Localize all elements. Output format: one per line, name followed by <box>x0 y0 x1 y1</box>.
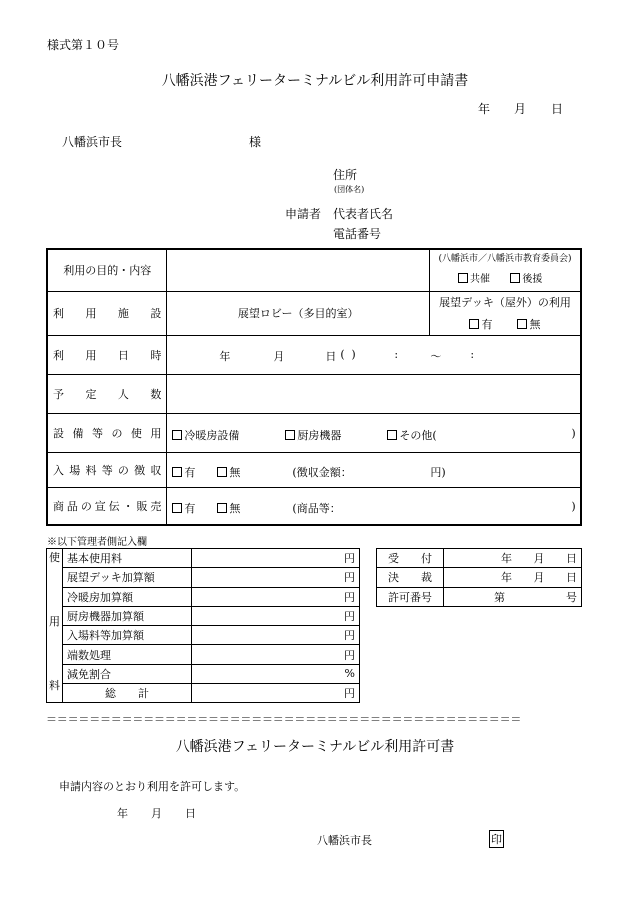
received-month: 月 <box>533 552 545 566</box>
decision-date[interactable] <box>444 568 582 587</box>
fee-row-label: 端数処理 <box>63 645 192 664</box>
dt-colon-2: : <box>470 347 475 361</box>
fee-row-label: 冷暖房加算額 <box>63 587 192 606</box>
dt-tilde: ～ <box>430 349 442 363</box>
date-year[interactable]: 年 <box>478 102 491 116</box>
dt-colon-1: : <box>394 347 399 361</box>
deck-yes-label: 有 <box>481 318 493 331</box>
admission-label: 入場料等の徴収 <box>47 452 167 487</box>
deck-yes-checkbox[interactable] <box>469 319 479 329</box>
decision-month: 月 <box>533 571 545 585</box>
fee-row-label: 減免割合 <box>63 664 192 683</box>
decision-label: 決 裁 <box>377 568 444 587</box>
dt-year: 年 <box>219 349 231 363</box>
admission-yen: 円) <box>430 465 446 479</box>
fee-row-value[interactable]: 円 <box>192 568 360 587</box>
sales-close: ) <box>571 499 576 513</box>
fee-row-label: 展望デッキ加算額 <box>63 568 192 587</box>
phone-label: 電話番号 <box>333 227 382 241</box>
fee-row-label: 基本使用料 <box>63 549 192 568</box>
datetime-label: 利用日時 <box>47 335 167 374</box>
admission-yes-checkbox[interactable] <box>172 467 182 477</box>
addressee-honorific: 様 <box>249 135 262 149</box>
fee-total-value[interactable]: 円 <box>192 684 360 703</box>
permit-month[interactable]: 月 <box>151 807 162 820</box>
admission-no-label: 無 <box>229 465 241 479</box>
deck-no-label: 無 <box>529 318 541 331</box>
fee-side-2: 用 <box>49 615 60 628</box>
form-number: 様式第１０号 <box>47 38 120 52</box>
fee-total-label: 総 計 <box>63 684 192 703</box>
permit-no-go: 号 <box>566 590 577 604</box>
sales-label: 商品の宣伝・販売 <box>47 487 167 525</box>
other-checkbox[interactable] <box>387 430 397 440</box>
fee-row-value[interactable]: 円 <box>192 626 360 645</box>
purpose-field[interactable] <box>167 249 430 291</box>
dt-paren-open: ( <box>340 347 345 361</box>
applicant-label: 申請者 <box>285 207 322 221</box>
deck-title: 展望デッキ（屋外）の利用 <box>439 296 571 309</box>
deck-no-checkbox[interactable] <box>517 319 527 329</box>
koen-checkbox[interactable] <box>510 273 520 283</box>
sales-yes-label: 有 <box>184 501 196 515</box>
admission-field <box>167 452 581 487</box>
ac-label: 冷暖房設備 <box>184 428 240 442</box>
dt-paren-close: ) <box>351 347 356 361</box>
permit-title: 八幡浜港フェリーターミナルビル利用許可書 <box>175 739 455 755</box>
koen-label: 後援 <box>522 274 543 286</box>
dt-day: 日 <box>325 349 337 363</box>
deck-cell <box>429 291 581 335</box>
equipment-field <box>167 413 581 452</box>
other-close: ) <box>571 426 576 440</box>
permit-year[interactable]: 年 <box>117 807 128 820</box>
address-label: 住所 <box>333 168 358 182</box>
fee-side-1: 使 <box>49 551 60 564</box>
fee-row-value[interactable]: 円 <box>192 645 360 664</box>
admission-yes-label: 有 <box>184 465 196 479</box>
permit-text: 申請内容のとおり利用を許可します。 <box>59 780 246 793</box>
sponsor-cell <box>429 249 581 291</box>
people-label: 予定人数 <box>47 374 167 413</box>
fee-row-value[interactable]: 円 <box>192 549 360 568</box>
kitchen-label: 厨房機器 <box>297 428 342 442</box>
purpose-label: 利用の目的・内容 <box>47 249 167 291</box>
sales-yes-checkbox[interactable] <box>172 503 182 513</box>
seal-stamp <box>489 830 504 848</box>
permit-day[interactable]: 日 <box>185 807 196 820</box>
kyosai-checkbox[interactable] <box>458 273 468 283</box>
decision-year: 年 <box>501 571 512 585</box>
fee-row-value[interactable]: % <box>192 664 360 683</box>
other-label: その他( <box>399 428 437 442</box>
admission-no-checkbox[interactable] <box>217 467 227 477</box>
permit-no-field[interactable] <box>444 587 582 606</box>
decision-day: 日 <box>566 571 577 585</box>
fee-side-3: 料 <box>49 679 60 692</box>
datetime-field[interactable] <box>167 335 581 374</box>
seal-label: 印 <box>489 830 504 848</box>
date-month[interactable]: 月 <box>514 102 527 116</box>
fee-row-label: 入場料等加算額 <box>63 626 192 645</box>
admission-amount-label: (徴収金額： <box>292 465 352 479</box>
kitchen-checkbox[interactable] <box>285 430 295 440</box>
processing-table <box>376 548 582 607</box>
permit-mayor: 八幡浜市長 <box>317 834 372 847</box>
date-day[interactable]: 日 <box>551 102 564 116</box>
received-label: 受 付 <box>377 549 444 568</box>
org-note: (団体名) <box>334 185 365 194</box>
addressee-name: 八幡浜市長 <box>62 135 123 149</box>
lobby-option[interactable]: 展望ロビー（多目的室） <box>167 291 430 335</box>
sales-no-checkbox[interactable] <box>217 503 227 513</box>
sales-goods-label: (商品等： <box>292 501 341 515</box>
equipment-label: 設備等の使用 <box>47 413 167 452</box>
fee-row-value[interactable]: 円 <box>192 587 360 606</box>
fee-row-value[interactable]: 円 <box>192 606 360 625</box>
admin-note: ※以下管理者側記入欄 <box>47 537 147 548</box>
fee-table <box>46 548 360 703</box>
received-year: 年 <box>501 552 512 566</box>
permit-no-dai: 第 <box>494 590 505 604</box>
people-field[interactable] <box>167 374 581 413</box>
kyosai-label: 共催 <box>469 274 490 286</box>
sponsor-note: (八幡浜市／八幡浜市教育委員会) <box>438 254 572 265</box>
permit-no-label: 許可番号 <box>377 587 444 606</box>
dt-month: 月 <box>273 349 285 363</box>
ac-checkbox[interactable] <box>172 430 182 440</box>
received-date[interactable] <box>444 549 582 568</box>
received-day: 日 <box>566 552 577 566</box>
representative-label: 代表者氏名 <box>333 207 394 221</box>
divider: ＝＝＝＝＝＝＝＝＝＝＝＝＝＝＝＝＝＝＝＝＝＝＝＝＝＝＝＝＝＝＝＝＝＝＝＝＝＝＝＝＝＝＝＝ <box>46 713 522 726</box>
facility-label: 利用施設 <box>47 291 167 335</box>
sales-field <box>167 487 581 525</box>
fee-side-label <box>47 549 63 703</box>
form-title: 八幡浜港フェリーターミナルビル利用許可申請書 <box>161 73 469 89</box>
sales-no-label: 無 <box>229 501 241 515</box>
application-table <box>46 248 582 526</box>
fee-row-label: 厨房機器加算額 <box>63 606 192 625</box>
